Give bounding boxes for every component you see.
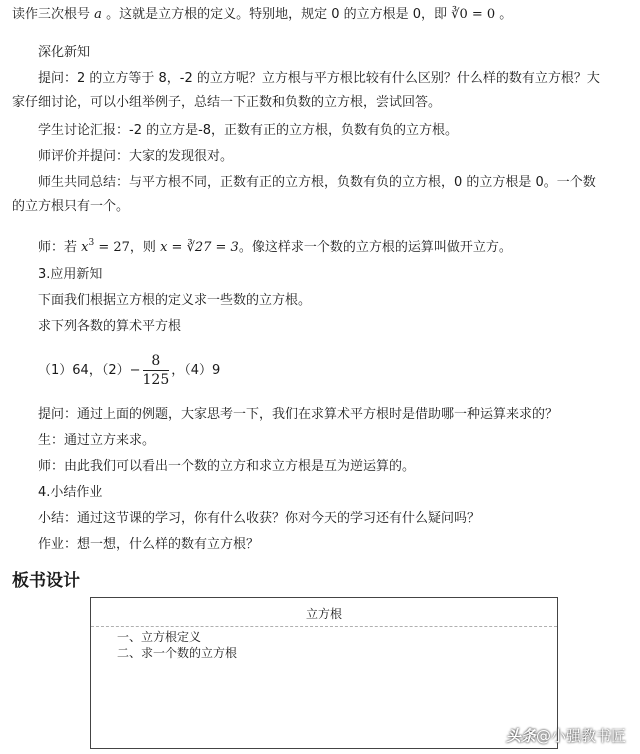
fraction: [143, 352, 170, 389]
section-summary-title: 4.小结作业: [38, 485, 103, 500]
student-report: 学生讨论汇报：-2 的立方是-8，正数有正的立方根，负数有负的立方根。: [38, 123, 459, 138]
section-deepen-title: 深化新知: [38, 45, 91, 60]
line-text: 。像这样求一个数的立方根的运算叫做开立方。: [238, 240, 512, 255]
fraction-numerator: 8: [143, 352, 170, 371]
exercise-list: [38, 352, 220, 390]
homework-line: 作业：想一想，什么样的数有立方根？: [38, 537, 260, 552]
watermark-author: @小强教书匠: [535, 727, 626, 745]
board-divider: [91, 626, 557, 627]
board-design-box: [90, 597, 558, 749]
summary-line-2: 的立方根只有一个。: [12, 199, 130, 214]
equation-part: = 27，则: [94, 240, 156, 255]
exercise-text: ，（4）9: [171, 363, 221, 378]
teacher-evaluate: 师评价并提问：大家的发现很对。: [38, 149, 234, 164]
line-text: 。: [499, 7, 513, 22]
exercise-text: （1）64，（2）: [38, 363, 130, 378]
question-line-2: 家仔细讨论，可以小组举例子，总结一下正数和负数的立方根，尝试回答。: [12, 95, 442, 110]
cube-root-zero-equation: ∛0 = 0: [451, 7, 496, 22]
student-answer: 生：通过立方来求。: [38, 433, 156, 448]
teacher-cube-root-example: [38, 234, 512, 257]
board-design-heading: 板书设计: [12, 571, 80, 591]
question-line-1: 提问：2 的立方等于 8，-2 的立方呢？立方根与平方根比较有什么区别？什么样的数有立方根？大: [38, 71, 600, 86]
equation-cube-root: x = ∛27 = 3: [160, 240, 239, 255]
fraction-denominator: 125: [142, 372, 170, 388]
summary-question: 小结：通过这节课的学习，你有什么收获？你对今天的学习还有什么疑问吗？: [38, 511, 481, 526]
watermark-logo: 头条: [505, 727, 536, 745]
line-text: 师：若: [38, 240, 78, 255]
line-text: 。这就是立方根的定义。特别地，规定 0 的立方根是 0，即: [106, 7, 448, 22]
board-title: 立方根: [305, 607, 342, 621]
task-line: 求下列各数的算术平方根: [38, 319, 182, 334]
variable-x: x: [81, 240, 89, 255]
exponent: 3: [88, 238, 95, 248]
summary-line-1: 师生共同总结：与平方根不同，正数有正的立方根，负数有负的立方根，0 的立方根是 0。一个数: [38, 175, 596, 190]
board-item-1: 一、立方根定义: [117, 630, 202, 644]
section-apply-title: 3.应用新知: [38, 267, 103, 282]
text-line-definition: [12, 6, 512, 24]
minus-sign: −: [129, 363, 141, 378]
apply-intro: 下面我们根据立方根的定义求一些数的立方根。: [38, 293, 312, 308]
question-method: 提问：通过上面的例题，大家思考一下，我们在求算术平方根时是借助哪一种运算来求的？: [38, 407, 559, 422]
variable-a: a: [94, 7, 102, 22]
watermark: [506, 725, 626, 746]
line-text: 读作三次根号: [12, 7, 91, 22]
teacher-conclusion: 师：由此我们可以看出一个数的立方和求立方根是互为逆运算的。: [38, 459, 416, 474]
board-item-2: 二、求一个数的立方根: [117, 646, 238, 660]
